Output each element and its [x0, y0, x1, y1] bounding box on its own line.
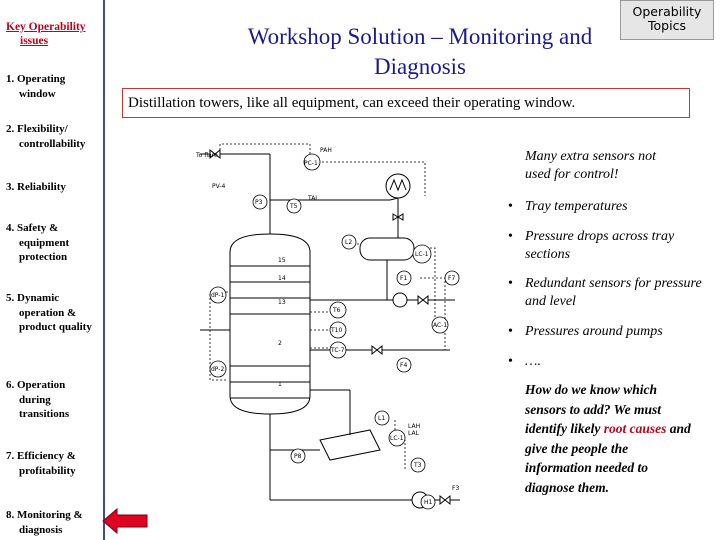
sidebar-heading	[6, 20, 98, 48]
bullet-dot-icon: •	[508, 354, 513, 369]
topic-label: 8. Monitoring &	[6, 509, 83, 521]
topic-label-rest: diagnosis	[19, 523, 63, 536]
label-tray-15: 15	[278, 257, 286, 264]
topic-label-rest: window	[19, 87, 56, 100]
bullet-dot-icon: •	[508, 199, 513, 214]
sidebar-topic-operating-window[interactable]	[6, 72, 100, 101]
label-lc1: LC-1	[415, 251, 429, 258]
label-t3: T3	[414, 462, 422, 469]
topic-label: 5. Dynamic	[6, 292, 60, 304]
sidebar-topic-dynamic-operation[interactable]	[6, 291, 100, 335]
label-tray-2: 2	[278, 340, 282, 347]
label-tray-13: 13	[278, 299, 286, 306]
topic-label-rest: profitability	[19, 464, 76, 477]
label-f4: F4	[400, 362, 408, 369]
current-topic-arrow-icon	[101, 506, 151, 536]
sidebar-heading-line2: issues	[20, 35, 49, 47]
label-h1: H1	[424, 499, 433, 506]
label-p3: P3	[255, 199, 263, 206]
bullet-dot-icon: •	[508, 324, 513, 339]
sidebar-topic-reliability[interactable]	[6, 180, 100, 195]
topics-badge-line2: Topics	[648, 18, 686, 33]
label-pv4: PV-4	[212, 183, 226, 190]
sidebar-topic-safety[interactable]	[6, 221, 100, 265]
bullet-text: Redundant sensors for pressure and level	[525, 276, 702, 309]
topics-badge-line1: Operability	[632, 4, 702, 19]
page-title	[215, 22, 625, 82]
operability-topics-button[interactable]	[620, 0, 714, 40]
bullet-item	[505, 275, 710, 311]
topic-label: 1. Operating	[6, 73, 66, 85]
label-lah: LAH	[408, 423, 421, 430]
label-to-flare: To flare	[196, 152, 218, 159]
notes-question	[525, 380, 695, 497]
label-l1: L1	[378, 415, 386, 422]
page-title-line1: Workshop Solution – Monitoring and	[247, 24, 593, 49]
label-f1: F1	[400, 275, 408, 282]
label-lal: LAL	[408, 430, 419, 437]
bullet-text: Tray temperatures	[525, 199, 628, 214]
label-f3: F3	[452, 485, 460, 492]
notes-intro-line1: Many extra sensors not	[525, 149, 657, 164]
label-tray-14: 14	[278, 275, 286, 282]
label-t6: T6	[333, 307, 341, 314]
label-dp2: dP-2	[211, 366, 225, 373]
topic-label: 2. Flexibility/	[6, 123, 68, 135]
question-highlight-root-causes: root causes	[603, 421, 667, 436]
bullet-text: ….	[525, 354, 541, 369]
bullet-dot-icon: •	[508, 229, 513, 244]
label-p8: P8	[294, 453, 302, 460]
bullet-text: Pressure drops across tray sections	[525, 229, 675, 262]
topic-label: 7. Efficiency &	[6, 450, 76, 462]
bullet-item	[505, 353, 710, 371]
topic-label-rest: operation & product quality	[19, 306, 92, 333]
topic-label: 4. Safety &	[6, 222, 59, 234]
label-tc7: TC-7	[331, 347, 345, 354]
sidebar-topic-flexibility[interactable]	[6, 122, 100, 151]
topic-label-rest: controllability	[19, 137, 86, 150]
notes-intro-line2: used for control!	[525, 167, 619, 182]
question-text-after: and give the people the information needed to diagnose them.	[525, 421, 691, 495]
bullet-dot-icon: •	[508, 276, 513, 291]
sidebar-heading-line1: Key Operability	[6, 21, 86, 33]
label-ac1: AC-1	[433, 322, 448, 329]
topic-label: 3. Reliability	[6, 181, 66, 193]
bullet-item	[505, 323, 710, 341]
sidebar	[0, 0, 105, 540]
sidebar-topic-transitions[interactable]	[6, 378, 100, 422]
sidebar-topic-monitoring[interactable]	[6, 508, 100, 537]
label-pah: PAH	[320, 147, 332, 154]
label-tal: TAL	[308, 195, 319, 202]
label-t10: T10	[331, 327, 343, 334]
banner: Distillation towers, like all equipment, can exceed their operating window.	[122, 88, 690, 118]
question-text-before: How do we know which sensors to add? We must identify likely	[525, 382, 662, 436]
distillation-diagram	[190, 140, 470, 540]
label-pc1: PC-1	[304, 160, 318, 167]
label-f7: F7	[448, 275, 456, 282]
label-t5: T5	[290, 203, 298, 210]
label-tray-1: 1	[278, 381, 282, 388]
notes-intro	[525, 148, 695, 184]
bullet-item	[505, 228, 710, 264]
label-dp1: dP-1	[211, 292, 225, 299]
topic-label: 6. Operation	[6, 379, 66, 391]
bullet-item	[505, 198, 710, 216]
bullet-text: Pressures around pumps	[525, 324, 663, 339]
page-title-line2: Diagnosis	[374, 54, 466, 79]
topic-label-rest: during transitions	[19, 393, 70, 420]
topic-label-rest: equipment protection	[19, 236, 70, 263]
sidebar-topic-efficiency[interactable]	[6, 449, 100, 478]
label-l2: L2	[345, 239, 353, 246]
label-lc1-bottom: LC-1	[390, 435, 404, 442]
